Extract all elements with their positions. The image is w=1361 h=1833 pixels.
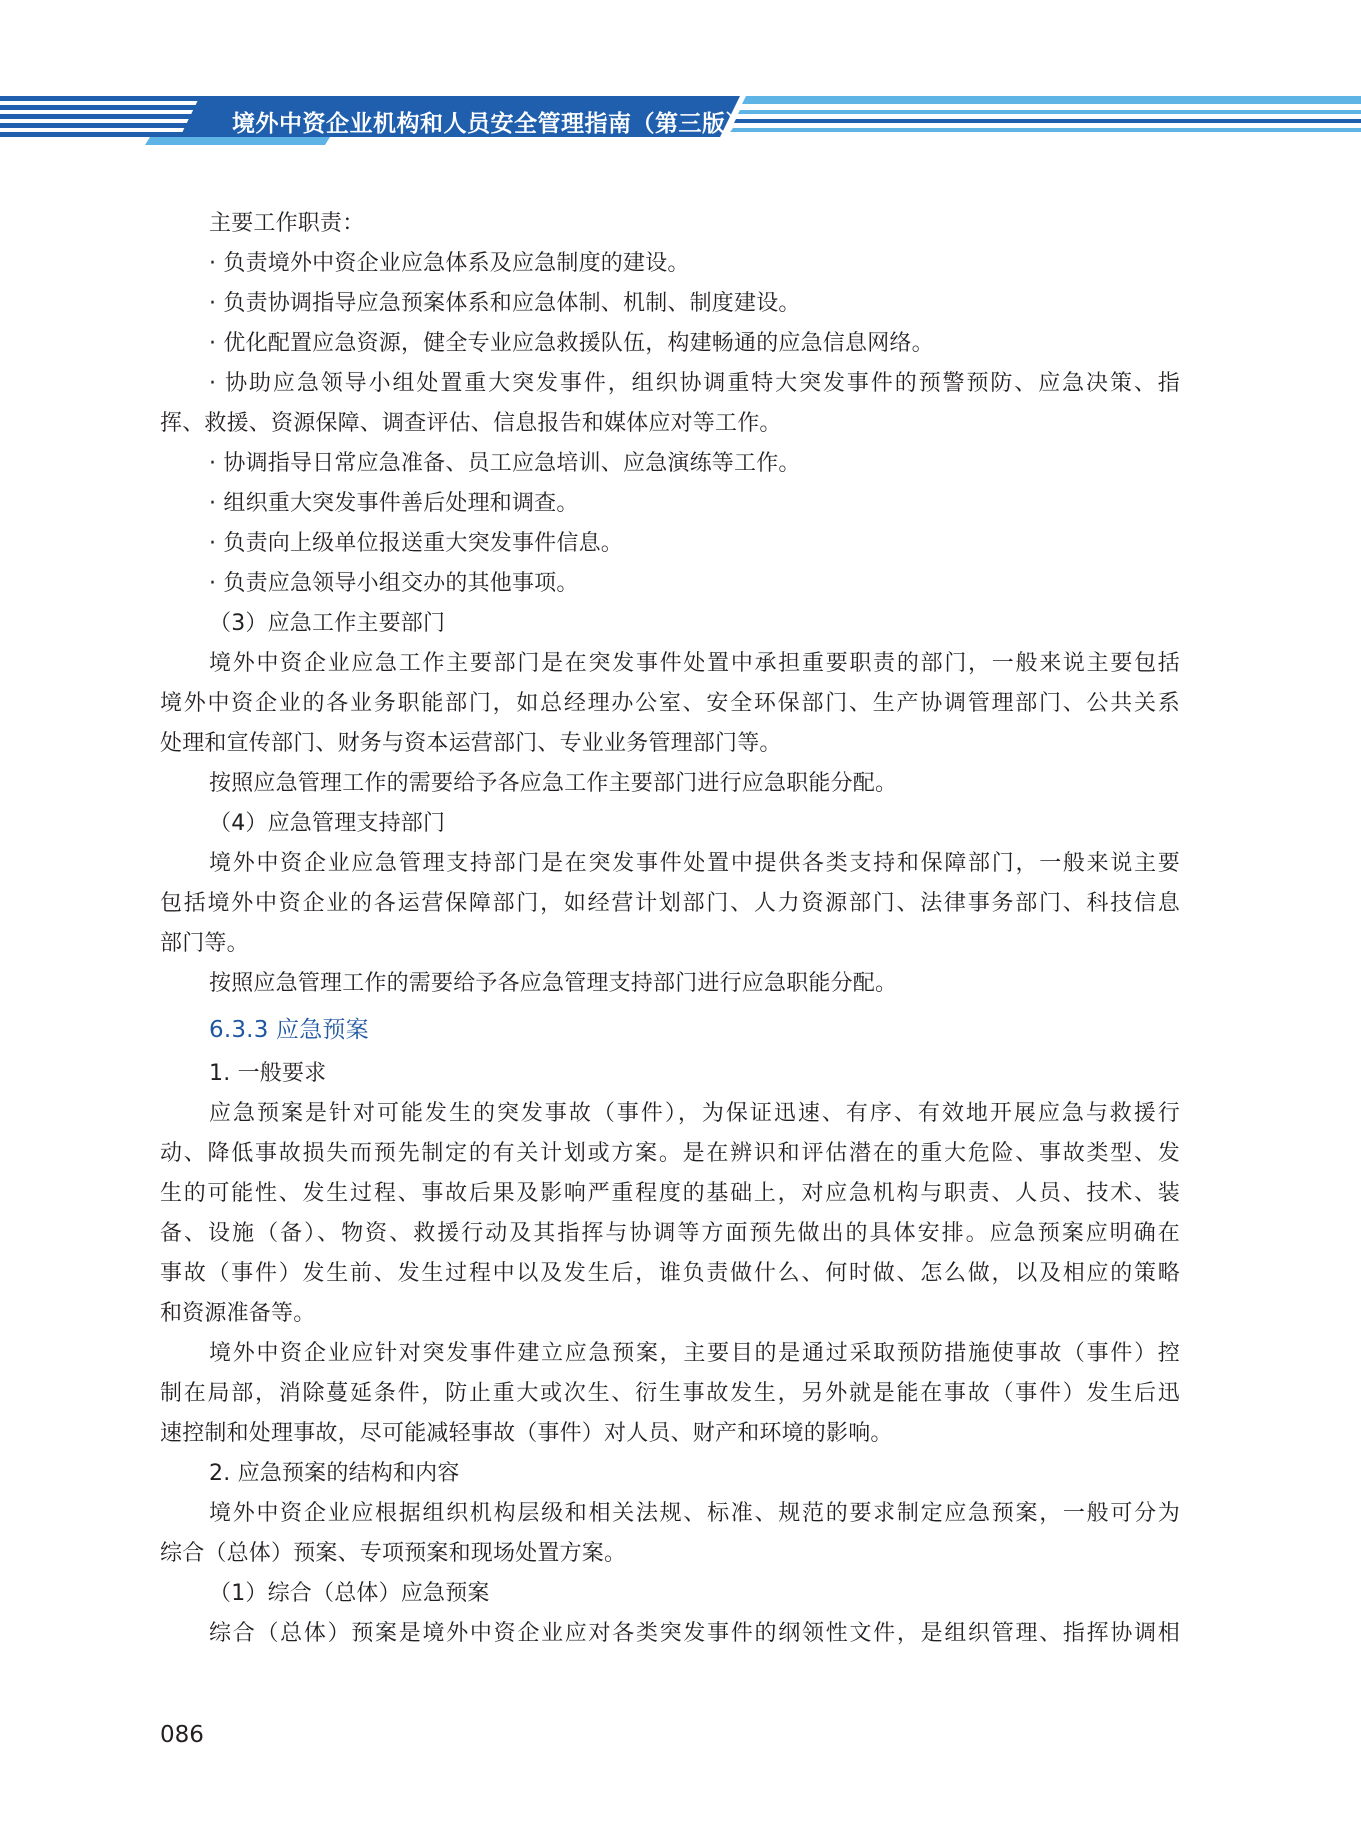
- paragraph-line: 应急预案是针对可能发生的突发事故（事件），为保证迅速、有序、有效地开展应急与救援行: [209, 1101, 1180, 1126]
- paragraph-line: 和资源准备等。: [160, 1301, 316, 1326]
- subheading: （3）应急工作主要部门: [209, 611, 446, 636]
- running-header: [0, 96, 1361, 146]
- paragraph-line: 部门等。: [160, 931, 249, 956]
- bullet-item: · 协调指导日常应急准备、员工应急培训、应急演练等工作。: [209, 451, 801, 476]
- paragraph-line: 境外中资企业应针对突发事件建立应急预案，主要目的是通过采取预防措施使事故（事件）控: [209, 1341, 1180, 1366]
- paragraph-line: 速控制和处理事故，尽可能减轻事故（事件）对人员、财产和环境的影响。: [160, 1421, 893, 1446]
- subheading: （4）应急管理支持部门: [209, 811, 446, 836]
- paragraph-line: 备、设施（备）、物资、救援行动及其指挥与协调等方面预先做出的具体安排。应急预案应明确在: [160, 1221, 1180, 1246]
- section-heading: 6.3.3 应急预案: [209, 1017, 369, 1043]
- paragraph-line: 境外中资企业的各业务职能部门，如总经理办公室、安全环保部门、生产协调管理部门、公共关系: [160, 691, 1180, 716]
- subheading: （1）综合（总体）应急预案: [209, 1581, 490, 1606]
- bullet-item: · 负责应急领导小组交办的其他事项。: [209, 571, 579, 596]
- bullet-item: · 负责向上级单位报送重大突发事件信息。: [209, 531, 623, 556]
- paragraph-line: 生的可能性、发生过程、事故后果及影响严重程度的基础上，对应急机构与职责、人员、技术、装: [160, 1181, 1180, 1206]
- subheading: 1. 一般要求: [209, 1061, 327, 1086]
- paragraph-line: 事故（事件）发生前、发生过程中以及发生后，谁负责做什么、何时做、怎么做，以及相应的策略: [160, 1261, 1180, 1286]
- page-body: [160, 204, 1180, 1654]
- paragraph-line: 综合（总体）预案、专项预案和现场处置方案。: [160, 1541, 627, 1566]
- paragraph-line: 境外中资企业应急工作主要部门是在突发事件处置中承担重要职责的部门，一般来说主要包括: [209, 651, 1180, 676]
- paragraph-line: 综合（总体）预案是境外中资企业应对各类突发事件的纲领性文件，是组织管理、指挥协调相: [209, 1621, 1180, 1646]
- bullet-item: · 负责境外中资企业应急体系及应急制度的建设。: [209, 251, 690, 276]
- paragraph-line: 动、降低事故损失而预先制定的有关计划或方案。是在辨识和评估潜在的重大危险、事故类型、发: [160, 1141, 1180, 1166]
- paragraph-line: 制在局部，消除蔓延条件，防止重大或次生、衍生事故发生，另外就是能在事故（事件）发生后迅: [160, 1381, 1180, 1406]
- header-title: 境外中资企业机构和人员安全管理指南（第三版）: [232, 111, 749, 137]
- bullet-item: · 协助应急领导小组处置重大突发事件，组织协调重特大突发事件的预警预防、应急决策、指: [209, 371, 1180, 396]
- bullet-item: · 组织重大突发事件善后处理和调查。: [209, 491, 579, 516]
- page-number: 086: [160, 1722, 204, 1748]
- paragraph-line: 按照应急管理工作的需要给予各应急管理支持部门进行应急职能分配。: [209, 971, 898, 996]
- paragraph-line: 按照应急管理工作的需要给予各应急工作主要部门进行应急职能分配。: [209, 771, 898, 796]
- text-line: 主要工作职责：: [209, 211, 365, 236]
- paragraph-line: 境外中资企业应急管理支持部门是在突发事件处置中提供各类支持和保障部门，一般来说主要: [209, 851, 1180, 876]
- bullet-item: · 优化配置应急资源，健全专业应急救援队伍，构建畅通的应急信息网络。: [209, 331, 934, 356]
- bullet-item-continuation: 挥、救援、资源保障、调查评估、信息报告和媒体应对等工作。: [160, 411, 782, 436]
- subheading: 2. 应急预案的结构和内容: [209, 1461, 460, 1486]
- paragraph-line: 境外中资企业应根据组织机构层级和相关法规、标准、规范的要求制定应急预案，一般可分为: [209, 1501, 1180, 1526]
- paragraph-line: 处理和宣传部门、财务与资本运营部门、专业业务管理部门等。: [160, 731, 782, 756]
- paragraph-line: 包括境外中资企业的各运营保障部门，如经营计划部门、人力资源部门、法律事务部门、科技信息: [160, 891, 1180, 916]
- bullet-item: · 负责协调指导应急预案体系和应急体制、机制、制度建设。: [209, 291, 801, 316]
